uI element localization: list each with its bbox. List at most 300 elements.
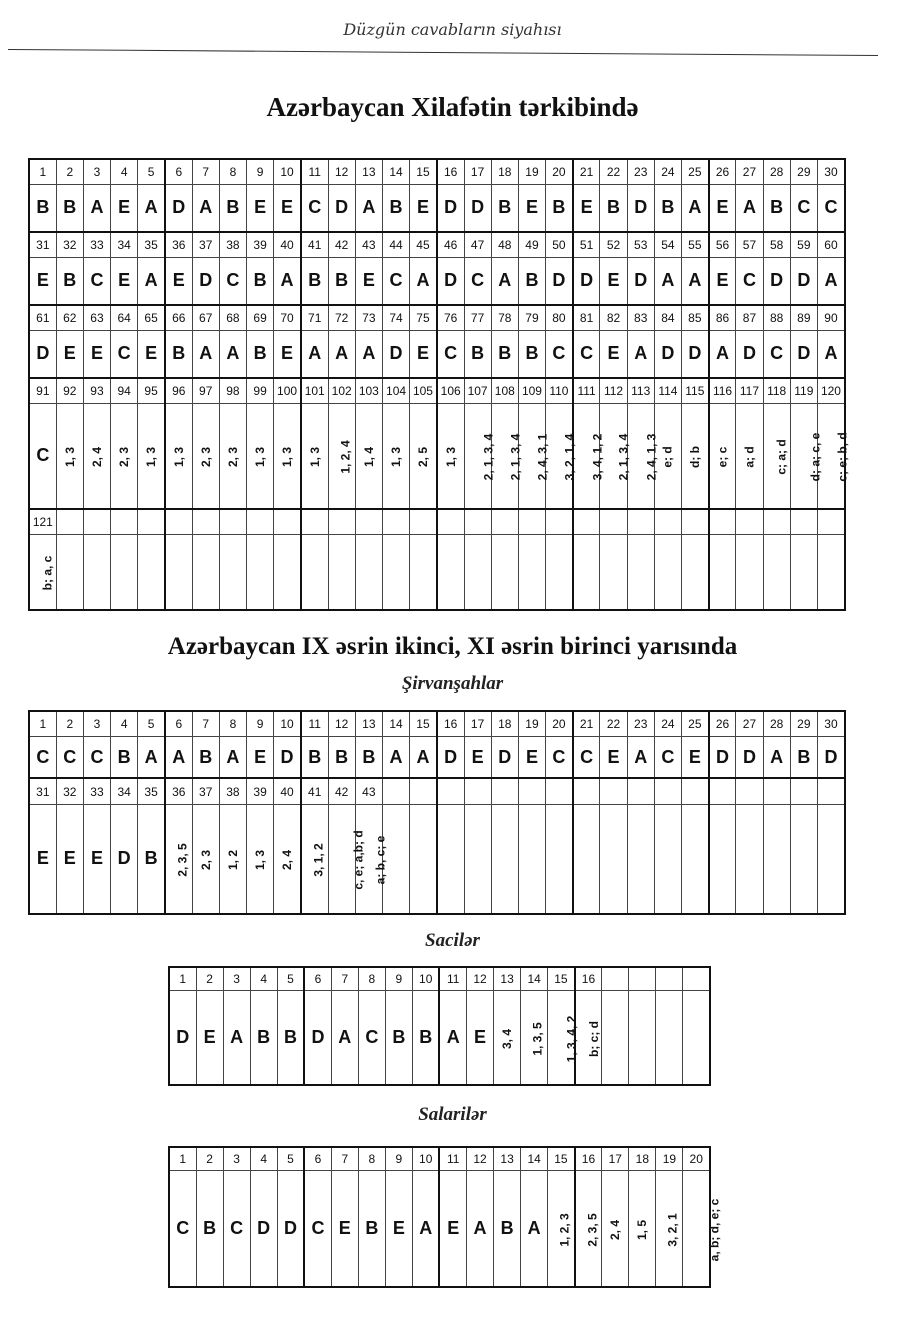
section-title-ix-xi: Azərbaycan IX əsrin ikinci, XI əsrin birinci yarısında <box>167 633 738 660</box>
question-number-cell: 72 <box>328 305 355 330</box>
answer-cell: A <box>355 330 382 378</box>
question-number-cell: 101 <box>301 378 328 403</box>
question-number-cell: 11 <box>439 1147 466 1171</box>
answer-text: 2, 4 <box>280 850 295 871</box>
answer-cell: A <box>138 257 165 305</box>
question-number-cell <box>627 509 654 534</box>
answer-cell: C <box>29 737 56 779</box>
question-number-cell: 27 <box>736 711 763 737</box>
question-number-cell: 99 <box>247 378 274 403</box>
answer-cell: A <box>223 991 250 1085</box>
answer-cell <box>219 804 246 914</box>
question-number-cell: 41 <box>301 232 328 257</box>
question-number-cell <box>165 509 192 534</box>
question-number-cell: 97 <box>192 378 219 403</box>
question-number-cell <box>464 778 491 804</box>
answer-cell: B <box>56 184 83 232</box>
answer-cell: D <box>790 330 817 378</box>
answer-text: 1, 3, 5 <box>530 1022 545 1056</box>
question-number-cell <box>247 509 274 534</box>
question-number-cell: 7 <box>331 1147 358 1171</box>
question-number-cell: 57 <box>736 232 763 257</box>
question-number-cell: 28 <box>763 711 790 737</box>
question-number-cell <box>518 778 545 804</box>
answer-cell <box>627 403 658 509</box>
answer-cell <box>682 403 709 509</box>
answer-cell: B <box>518 330 545 378</box>
answer-cell <box>627 804 654 914</box>
answer-cell: B <box>494 1171 521 1287</box>
question-number-cell <box>464 509 491 534</box>
answer-cell <box>627 534 654 610</box>
question-number-cell: 8 <box>358 1147 385 1171</box>
answer-cell <box>736 804 763 914</box>
answer-cell: C <box>546 330 573 378</box>
question-number-cell: 76 <box>437 305 464 330</box>
question-number-cell: 46 <box>437 232 464 257</box>
question-number-cell: 5 <box>138 711 165 737</box>
question-number-cell: 10 <box>412 1147 439 1171</box>
answer-cell: B <box>301 257 328 305</box>
answer-cell: B <box>600 184 627 232</box>
question-number-cell: 42 <box>328 778 355 804</box>
answer-cell: E <box>247 184 274 232</box>
question-number-cell: 17 <box>464 711 491 737</box>
question-number-cell: 8 <box>219 711 246 737</box>
question-number-cell <box>491 509 518 534</box>
question-number-cell: 12 <box>328 159 355 184</box>
question-number-cell: 110 <box>546 378 573 403</box>
question-number-cell: 1 <box>169 1147 196 1171</box>
subsection-title-sirvansahlar: Şirvanşahlar <box>401 673 504 694</box>
answer-cell: E <box>573 184 600 232</box>
answer-cell: C <box>573 330 600 378</box>
answer-cell: B <box>219 184 246 232</box>
question-number-cell: 121 <box>29 509 56 534</box>
question-number-cell: 34 <box>111 232 138 257</box>
answer-cell <box>165 403 192 509</box>
answer-text: 1, 3 <box>389 447 404 468</box>
question-number-cell: 90 <box>817 305 845 330</box>
answer-cell: A <box>817 330 845 378</box>
answer-cell: A <box>491 257 518 305</box>
answer-cell: A <box>382 737 409 779</box>
question-number-cell: 33 <box>83 778 110 804</box>
question-number-cell <box>736 778 763 804</box>
section-title-xilafet: Azərbaycan Xilafətin tərkibində <box>266 92 639 122</box>
answer-cell: D <box>654 330 681 378</box>
answer-cell <box>575 991 602 1085</box>
question-number-cell: 19 <box>518 159 545 184</box>
question-number-cell: 3 <box>223 1147 250 1171</box>
answer-cell <box>518 403 550 509</box>
question-number-cell: 7 <box>192 159 219 184</box>
answer-cell <box>328 804 366 914</box>
answer-cell: B <box>247 330 274 378</box>
answer-cell: A <box>521 1171 548 1287</box>
question-number-cell: 9 <box>385 1147 412 1171</box>
answer-cell: D <box>627 257 654 305</box>
question-number-cell: 25 <box>682 711 709 737</box>
question-number-cell: 5 <box>138 159 165 184</box>
answer-cell <box>709 403 736 509</box>
answer-text: 2, 3, 5 <box>585 1213 600 1247</box>
question-number-cell: 1 <box>29 159 56 184</box>
answer-cell <box>247 804 274 914</box>
answer-cell <box>518 534 545 610</box>
question-number-cell: 105 <box>410 378 437 403</box>
question-number-cell <box>600 509 627 534</box>
answer-cell <box>654 534 681 610</box>
answer-cell: E <box>247 737 274 779</box>
answer-cell: A <box>467 1171 494 1287</box>
question-number-cell: 5 <box>277 1147 304 1171</box>
answer-cell: D <box>682 330 709 378</box>
question-number-cell: 43 <box>355 232 382 257</box>
answer-cell: D <box>464 184 491 232</box>
answer-text: 1, 3 <box>253 447 268 468</box>
question-number-cell: 56 <box>709 232 736 257</box>
answer-cell: E <box>410 330 437 378</box>
answer-text: 2, 5 <box>415 447 430 468</box>
answer-cell: A <box>301 330 328 378</box>
answer-text: 1, 3 <box>171 447 186 468</box>
answer-cell: A <box>682 257 709 305</box>
answer-cell: B <box>138 804 165 914</box>
question-number-cell: 10 <box>412 967 439 991</box>
answer-cell <box>247 534 274 610</box>
subsection-title-salariler: Salarilər <box>418 1104 487 1125</box>
answer-text: 2, 1, 3, 4 <box>616 433 631 481</box>
question-number-cell: 80 <box>546 305 573 330</box>
question-number-cell: 20 <box>683 1147 710 1171</box>
question-number-cell: 12 <box>467 967 494 991</box>
answer-cell: D <box>277 1171 304 1287</box>
answer-cell <box>464 804 491 914</box>
answer-cell <box>56 403 83 509</box>
question-number-cell: 114 <box>654 378 681 403</box>
answer-cell: A <box>817 257 845 305</box>
answer-cell: A <box>410 257 437 305</box>
answer-cell: B <box>301 737 328 779</box>
question-number-cell <box>355 509 382 534</box>
question-number-cell: 75 <box>410 305 437 330</box>
question-number-cell: 7 <box>192 711 219 737</box>
answer-text: 3, 4 <box>500 1028 515 1049</box>
question-number-cell <box>382 509 409 534</box>
question-number-cell: 74 <box>382 305 409 330</box>
answer-text: 3, 4, 1, 2 <box>590 433 605 481</box>
question-number-cell: 15 <box>410 711 437 737</box>
question-number-cell: 35 <box>138 778 165 804</box>
answer-cell <box>817 534 845 610</box>
question-number-cell: 84 <box>654 305 681 330</box>
answer-cell <box>138 534 165 610</box>
answer-text: 2, 4, 3, 1 <box>535 433 550 481</box>
question-number-cell: 8 <box>219 159 246 184</box>
question-number-cell: 39 <box>247 778 274 804</box>
question-number-cell: 30 <box>817 711 845 737</box>
answer-cell <box>790 403 823 509</box>
question-number-cell <box>763 778 790 804</box>
question-number-cell <box>111 509 138 534</box>
answer-text: 2, 3 <box>198 447 213 468</box>
question-number-cell <box>627 778 654 804</box>
answer-cell: C <box>546 737 573 779</box>
question-number-cell: 23 <box>627 711 654 737</box>
answer-cell: A <box>355 184 382 232</box>
question-number-cell <box>382 778 409 804</box>
question-number-cell <box>437 778 464 804</box>
question-number-cell: 1 <box>29 711 56 737</box>
question-number-cell: 107 <box>464 378 491 403</box>
question-number-cell <box>709 778 736 804</box>
question-number-cell: 11 <box>301 159 328 184</box>
question-number-cell: 13 <box>494 967 521 991</box>
answer-text: 3, 1, 2 <box>311 843 326 878</box>
answer-cell: B <box>358 1171 385 1287</box>
question-number-cell: 38 <box>219 778 246 804</box>
answer-cell: C <box>304 1171 331 1287</box>
question-number-cell: 13 <box>355 159 382 184</box>
answer-cell: D <box>573 257 600 305</box>
answer-cell: B <box>250 991 277 1085</box>
question-number-cell: 16 <box>437 711 464 737</box>
answer-cell: C <box>573 737 600 779</box>
answer-cell: C <box>464 257 491 305</box>
answer-cell <box>192 534 219 610</box>
answer-cell <box>491 804 518 914</box>
answer-cell <box>763 534 790 610</box>
answer-cell: A <box>192 184 219 232</box>
answer-text: 1, 2, 4 <box>338 440 353 474</box>
question-number-cell <box>491 778 518 804</box>
question-number-cell <box>83 509 110 534</box>
answer-cell <box>602 991 629 1085</box>
question-number-cell <box>546 778 573 804</box>
question-number-cell: 2 <box>196 967 223 991</box>
question-number-cell: 50 <box>546 232 573 257</box>
answer-cell: A <box>410 737 437 779</box>
answer-cell <box>600 804 627 914</box>
question-number-cell: 77 <box>464 305 491 330</box>
question-number-cell: 6 <box>165 159 192 184</box>
question-number-cell: 48 <box>491 232 518 257</box>
question-number-cell: 36 <box>165 778 192 804</box>
question-number-cell: 31 <box>29 778 56 804</box>
question-number-cell: 59 <box>790 232 817 257</box>
question-number-cell: 95 <box>138 378 165 403</box>
answer-cell <box>575 1171 602 1287</box>
answer-cell <box>709 804 736 914</box>
question-number-cell: 14 <box>521 967 548 991</box>
question-number-cell: 83 <box>627 305 654 330</box>
question-number-cell: 25 <box>682 159 709 184</box>
question-number-cell: 52 <box>600 232 627 257</box>
answer-cell: C <box>169 1171 196 1287</box>
answer-cell: A <box>83 184 110 232</box>
answer-text: 2, 3 <box>225 447 240 468</box>
answer-text: 3, 2, 1 <box>666 1213 681 1247</box>
answer-cell: B <box>382 184 409 232</box>
answer-text: 2, 1, 3, 4 <box>508 433 523 481</box>
answer-text: d; b <box>687 446 702 469</box>
answer-cell <box>111 534 138 610</box>
answer-cell <box>301 403 328 509</box>
answer-cell <box>763 804 790 914</box>
answer-cell: D <box>274 737 301 779</box>
answer-cell: B <box>247 257 274 305</box>
answer-cell <box>192 403 219 509</box>
question-number-cell: 89 <box>790 305 817 330</box>
question-number-cell: 33 <box>83 232 110 257</box>
answer-cell: B <box>29 184 56 232</box>
question-number-cell: 11 <box>439 967 466 991</box>
answer-text: 1, 3 <box>144 447 159 468</box>
answer-cell: C <box>736 257 763 305</box>
answer-cell: E <box>385 1171 412 1287</box>
answer-cell: A <box>192 330 219 378</box>
question-number-cell: 18 <box>491 711 518 737</box>
answer-cell: D <box>437 184 464 232</box>
question-number-cell: 8 <box>358 967 385 991</box>
answer-text: e; c <box>715 446 730 468</box>
question-number-cell: 15 <box>548 967 575 991</box>
answer-cell: E <box>600 330 627 378</box>
question-number-cell: 69 <box>247 305 274 330</box>
question-number-cell: 13 <box>494 1147 521 1171</box>
answer-cell: D <box>763 257 790 305</box>
answer-cell: D <box>328 184 355 232</box>
answer-cell: D <box>817 737 845 779</box>
answer-cell: D <box>165 184 192 232</box>
question-number-cell: 111 <box>573 378 600 403</box>
question-number-cell: 1 <box>169 967 196 991</box>
answer-text: b; c; d <box>586 1020 601 1057</box>
question-number-cell: 43 <box>355 778 382 804</box>
answer-cell <box>274 804 301 914</box>
answer-cell: E <box>274 330 301 378</box>
question-number-cell: 71 <box>301 305 328 330</box>
answer-cell <box>521 991 548 1085</box>
question-number-cell: 112 <box>600 378 627 403</box>
question-number-cell <box>654 778 681 804</box>
answer-cell: E <box>355 257 382 305</box>
answer-cell: E <box>518 737 545 779</box>
answer-cell: D <box>491 737 518 779</box>
answer-cell: C <box>29 403 56 509</box>
question-number-cell: 87 <box>736 305 763 330</box>
answer-cell: A <box>219 737 246 779</box>
answer-cell: C <box>56 737 83 779</box>
question-number-cell: 22 <box>600 159 627 184</box>
answer-cell: E <box>138 330 165 378</box>
answer-cell: E <box>709 257 736 305</box>
answer-cell: A <box>736 184 763 232</box>
answer-cell <box>491 534 518 610</box>
answer-cell: C <box>83 257 110 305</box>
answer-text: 2, 4, 1, 3 <box>643 433 658 481</box>
answer-cell <box>83 403 110 509</box>
question-number-cell: 93 <box>83 378 110 403</box>
question-number-cell <box>683 967 710 991</box>
answer-cell: D <box>169 991 196 1085</box>
question-number-cell: 119 <box>790 378 817 403</box>
question-number-cell: 98 <box>219 378 246 403</box>
question-number-cell: 88 <box>763 305 790 330</box>
question-number-cell: 94 <box>111 378 138 403</box>
answer-cell: B <box>196 1171 223 1287</box>
question-number-cell: 2 <box>56 159 83 184</box>
question-number-cell: 3 <box>83 159 110 184</box>
answer-cell <box>301 804 328 914</box>
question-number-cell <box>790 509 817 534</box>
answer-cell: E <box>83 804 110 914</box>
answer-cell: E <box>600 737 627 779</box>
answer-cell: C <box>223 1171 250 1287</box>
answer-text: 1, 5 <box>635 1219 650 1240</box>
answer-cell <box>548 991 579 1085</box>
question-number-cell: 38 <box>219 232 246 257</box>
question-number-cell: 82 <box>600 305 627 330</box>
answer-cell: A <box>412 1171 439 1287</box>
question-number-cell: 44 <box>382 232 409 257</box>
answer-cell <box>629 1171 656 1287</box>
answer-cell: A <box>274 257 301 305</box>
answer-cell <box>763 403 790 509</box>
answer-cell: D <box>709 737 736 779</box>
answer-cell: D <box>29 330 56 378</box>
question-number-cell: 26 <box>709 159 736 184</box>
answer-text: 3, 2, 1, 4 <box>562 433 577 481</box>
answer-text: d; a; c, e <box>808 432 823 482</box>
answer-cell: B <box>654 184 681 232</box>
answer-text: 2, 3, 5 <box>175 843 190 878</box>
answer-cell: A <box>763 737 790 779</box>
answer-text: a, b; d, e; c <box>707 1198 722 1262</box>
answer-cell: A <box>328 330 355 378</box>
question-number-cell <box>410 509 437 534</box>
question-number-cell: 15 <box>548 1147 575 1171</box>
answer-cell: D <box>111 804 138 914</box>
answer-text: 1, 4 <box>361 447 376 468</box>
question-number-cell: 10 <box>274 159 301 184</box>
question-number-cell: 54 <box>654 232 681 257</box>
question-number-cell: 12 <box>467 1147 494 1171</box>
question-number-cell: 78 <box>491 305 518 330</box>
question-number-cell: 68 <box>219 305 246 330</box>
answer-cell: D <box>250 1171 277 1287</box>
answer-cell <box>683 1171 722 1287</box>
answer-text: c; e; b, d <box>835 432 850 482</box>
question-number-cell: 106 <box>437 378 464 403</box>
answer-text: e; d <box>660 446 675 468</box>
question-number-cell: 85 <box>682 305 709 330</box>
answer-cell: C <box>437 330 464 378</box>
answer-cell: A <box>219 330 246 378</box>
answer-text: 1, 3 <box>443 447 458 468</box>
question-number-cell: 31 <box>29 232 56 257</box>
answer-cell: A <box>654 257 681 305</box>
answer-cell: B <box>518 257 545 305</box>
question-number-cell <box>682 778 709 804</box>
answer-cell: E <box>196 991 223 1085</box>
answer-text: 2, 1, 3, 4 <box>480 433 495 481</box>
question-number-cell: 63 <box>83 305 110 330</box>
answer-cell <box>518 804 545 914</box>
answer-cell: C <box>83 737 110 779</box>
answer-cell: A <box>682 184 709 232</box>
